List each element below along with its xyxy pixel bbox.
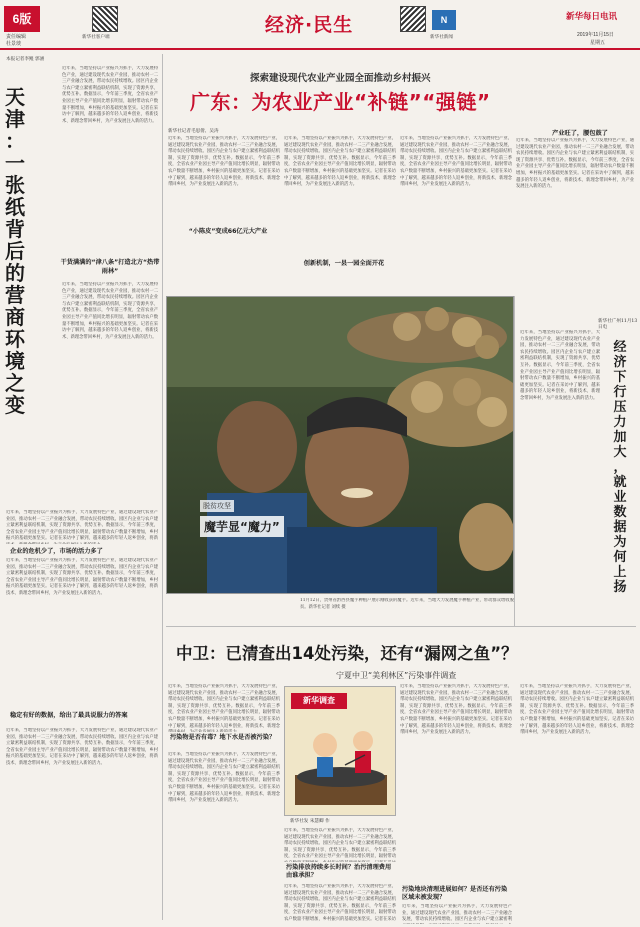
paper-name: 新华每日电讯	[566, 12, 618, 22]
farmer-konjac-photo	[167, 297, 514, 594]
app-label: 新华社新闻	[430, 34, 453, 39]
left-title-char: 营	[5, 283, 25, 307]
column-divider-left	[162, 54, 163, 920]
lead-photo	[166, 296, 514, 594]
left-subhead-2: 企业的危机少了，市场的活力多了	[10, 548, 103, 555]
left-title-char: 张	[5, 173, 25, 197]
left-story-text-2: 近年来，当地坚持以产业振兴为抓手，大力发展特色产业，通过建设现代农业产业园，推动农村一二三产业融合发展，带动农民持续增收。园区内企业与农户建立紧密利益联结机制，实现了资源共享、优势互补。数据显示，今年前三季度，全省农业产业园主导产业产值同比增长明显，辐射带动农户数量不断增加，乡村振兴的基础更加坚实。记者在采访中了解到，越来越多的年轻人返乡创业，将新技术、新理念带回乡村，为产业发展注入新的活力。	[62, 282, 158, 340]
left-story-text-3: 近年来，当地坚持以产业振兴为抓手，大力发展特色产业，通过建设现代农业产业园，推动农村一二三产业融合发展，带动农民持续增收。园区内企业与农户建立紧密利益联结机制，实现了资源共享、优势互补。数据显示，今年前三季度，全省农业产业园主导产业产值同比增长明显，辐射带动农户数量不断增加，乡村振兴的基础更加坚实。记者在采访中了解到，越来越多的年轻人返乡创业，将新	[6, 510, 158, 542]
qr-code-icon	[92, 6, 118, 32]
bottom-text-1: 近年来，当地坚持以产业振兴为抓手，大力发展特色产业，通过建设现代农业产业园，推动农村一二三产业融合发展，带动农民持续增收。园区内企业与农户建立紧密利益联结机制，实现了资源共享、优势互补。数据显示，今年前三季度，全省农业产业园主导产业产值同比增长明显，辐射带动农户数量不断增加，乡村振兴的基础更加坚实。记者在采访中了解到，越来越多的年轻人返乡创业，将新技术、新理念	[168, 684, 280, 729]
page-number-badge: 6版	[4, 6, 40, 32]
bottom-headline: 中卫：已清查出14处污染，还有“漏网之鱼”？	[176, 644, 518, 663]
editor-name: 杜景琰	[6, 41, 22, 47]
survey-illustration	[284, 686, 396, 816]
left-subhead-1: 干货满满的“津八条”打造北方“热带雨林”	[60, 259, 160, 275]
lead-headline: 广东：为农业产业“补链”“强链”	[190, 90, 491, 114]
left-title-char: 境	[5, 349, 25, 373]
left-title-char: ：	[5, 129, 25, 153]
left-story-text-5: 近年来，当地坚持以产业振兴为抓手，大力发展特色产业，通过建设现代农业产业园，推动农村一二三产业融合发展，带动农民持续增收。园区内企业与农户建立紧密利益联结机制，实现了资源共享、优势互补。数据显示，今年前三季度，全省农业产业园主导产业产值同比增长明显，辐射带动农户数量不断增加，乡村振兴的基础更加坚实。记者在采访中了解到，越来越多的年轻人返乡创业，将新技术、新理念带回乡村，为产业发展注入新的活力。	[6, 728, 158, 766]
lead-dateline: 新华社广州11月13日电	[598, 319, 638, 330]
right-title-char: 扬	[613, 580, 627, 595]
bottom-subtitle: 宁夏中卫“美利林区”污染事件调查	[336, 671, 457, 680]
cartoon-icon	[285, 715, 397, 815]
left-story-byline: 本报记者李鲲 郭涵	[6, 57, 45, 62]
right-title-char: 加	[613, 430, 627, 445]
lead-text-4: 近年来，当地坚持以产业振兴为抓手，大力发展特色产业，通过建设现代农业产业园，推动农村一二三产业融合发展，带动农民持续增收。园区内企业与农户建立紧密利益联结机制，实现了资源共享、优势互补。数据显示，今年前三季度，全省农业产业园主导产业产值同比增长明显，辐射带动农户数量不断增加，乡村振兴的基础更加坚实。记者在采访中了解到，越来越多的年轻人返乡创业，将新技术、新理念带回乡村，为产业发展注入新的活力。	[516, 138, 634, 190]
lead-subhead-3: 产业旺了，腰包鼓了	[552, 130, 608, 137]
right-title-char: 下	[613, 370, 627, 385]
right-title-char: ，	[613, 460, 627, 475]
left-title-char: 环	[5, 327, 25, 351]
bottom-text-2: 近年来，当地坚持以产业振兴为抓手，大力发展特色产业，通过建设现代农业产业园，推动农村一二三产业融合发展，带动农民持续增收。园区内企业与农户建立紧密利益联结机制，实现了资源共享、优势互补。数据显示，今年前三季度，全省农业产业园主导产业产值同比增长明显，辐射带动农户数量不断增加，乡村振兴的基础更加坚实。记者在采访中了解到，越来越多的年轻人返乡创业，将新技术、新理念带回乡村，为产业发展注入新的活力。	[168, 752, 280, 804]
lead-text-2: 近年来，当地坚持以产业振兴为抓手，大力发展特色产业，通过建设现代农业产业园，推动农村一二三产业融合发展，带动农民持续增收。园区内企业与农户建立紧密利益联结机制，实现了资源共享、优势互补。数据显示，今年前三季度，全省农业产业园主导产业产值同比增长明显，辐射带动农户数量不断增加，乡村振兴的基础更加坚实。记者在采访中了解到，越来越多的年轻人返乡创业，将新技术、新理念带回乡村，为产业发展注入新的活力。	[284, 136, 396, 188]
left-title-char: 天	[5, 85, 25, 109]
masthead-rule	[0, 48, 640, 50]
left-title-char: 之	[5, 371, 25, 395]
bottom-text-3: 近年来，当地坚持以产业振兴为抓手，大力发展特色产业，通过建设现代农业产业园，推动农村一二三产业融合发展，带动农民持续增收。园区内企业与农户建立紧密利益联结机制，实现了资源共享、优势互补。数据显示，今年前三季度，全省农业产业园主导产业产值同比增长明显，辐射带动农户数量不断增加，乡村振兴的基础更加坚实。记者在采访中了解到，越来越多的年轻人返乡创业，将新技术、新理念带回乡村，为产业发展注入新的活力。	[400, 684, 512, 736]
left-story-text-4: 近年来，当地坚持以产业振兴为抓手，大力发展特色产业，通过建设现代农业产业园，推动农村一二三产业融合发展，带动农民持续增收。园区内企业与农户建立紧密利益联结机制，实现了资源共享、优势互补。数据显示，今年前三季度，全省农业产业园主导产业产值同比增长明显，辐射带动农户数量不断增加，乡村振兴的基础更加坚实。记者在采访中了解到，越来越多的年轻人返乡创业，将新技术、新理念带回乡村，为产业发展注入新的活力。	[6, 558, 158, 596]
bottom-question-3: 污染地块清理进展如何？是否还有污染区域未被发现？	[402, 886, 508, 901]
bottom-text-4: 近年来，当地坚持以产业振兴为抓手，大力发展特色产业，通过建设现代农业产业园，推动农村一二三产业融合发展，带动农民持续增收。园区内企业与农户建立紧密利	[402, 904, 512, 923]
right-title-char: 压	[613, 400, 627, 415]
left-title-char: 纸	[5, 195, 25, 219]
right-title-char: 数	[613, 505, 627, 520]
right-title-char: 行	[613, 385, 627, 400]
left-story-text-1: 近年来，当地坚持以产业振兴为抓手，大力发展特色产业，通过建设现代农业产业园，推动农村一二三产业融合发展，带动农民持续增收。园区内企业与农户建立紧密利益联结机制，实现了资源共享、优势互补。数据显示，今年前三季度，全省农业产业园主导产业产值同比增长明显，辐射带动农户数量不断增加，乡村振兴的基础更加坚实。记者在采访中了解到，越来越多的年轻人返乡创业，将新技术、新理念带回乡村，为产业发展注入新的活力。	[62, 66, 158, 124]
left-title-char: 后	[5, 239, 25, 263]
left-title-char: 的	[5, 261, 25, 285]
left-title-char: 背	[5, 217, 25, 241]
bottom-text-5: 近年来，当地坚持以产业振兴为抓手，大力发展特色产业，通过建设现代农业产业园，推动农村一二三产业融合发展，带动农民持续增收。园区内企业与农户建立紧密利益联结机制，实现了资源共享、优势互补。数据显示，今年前三季度，全省农业产业园主导产业产值同比增长明显，辐射带动农户数量不断增加，乡村振兴的基础更加坚实。记者在采访中了解到，越来越多的年轻人返乡创业，将新技术、新理念带回乡村，为产业发展注入新的活力。	[520, 684, 634, 736]
lead-subhead-1: “小陈皮”变成66亿元大产业	[188, 228, 268, 235]
right-title-char: 何	[613, 550, 627, 565]
left-title-char: 一	[5, 151, 25, 175]
left-story-title	[4, 86, 26, 416]
issue-weekday: 星期五	[590, 40, 606, 46]
right-title-char: 据	[613, 520, 627, 535]
section-divider	[166, 626, 636, 627]
lead-subhead-2: 创新机制，一县一园全面开花	[303, 260, 385, 267]
right-column-title	[606, 340, 634, 595]
left-title-char: 商	[5, 305, 25, 329]
issue-date: 2019年11月15日	[577, 32, 614, 38]
bottom-text-7: 近年来，当地坚持以产业振兴为抓手，大力发展特色产业，通过建设现代农业产业园，推动农村一二三产业融合发展，带动农民持续增收。园区内企业与农户建立紧密利益联结机制，实现了资源共享、优势互补。数据显示，今年前三季度，全省农业产业园主导产业产值同比增长明显，辐射带动农户数量不断增加，乡村振兴的基础更加坚实。记者在采访	[284, 884, 396, 922]
news-app-logo: N	[432, 10, 456, 30]
section-title: 经济·民生	[265, 14, 354, 36]
bottom-question-1: 污染物是否有毒？地下水是否被污染？	[170, 734, 276, 741]
xinhua-client-label: 新华社客户端	[82, 34, 110, 39]
left-subhead-3: 稳定有好的数据，给出了最具说服力的答案	[10, 712, 128, 719]
photo-label-2: 魔芋显“魔力”	[200, 516, 284, 537]
right-title-char: 为	[613, 535, 627, 550]
left-title-char: 津	[5, 107, 25, 131]
right-title-char: 大	[613, 445, 627, 460]
right-title-char: 济	[613, 355, 627, 370]
column-divider-right	[514, 296, 515, 626]
lead-text-1: 近年来，当地坚持以产业振兴为抓手，大力发展特色产业，通过建设现代农业产业园，推动农村一二三产业融合发展，带动农民持续增收。园区内企业与农户建立紧密利益联结机制，实现了资源共享、优势互补。数据显示，今年前三季度，全省农业产业园主导产业产值同比增长明显，辐射带动农户数量不断增加，乡村振兴的基础更加坚实。记者在采访中了解到，越来越多的年轻人返乡创业，将新技术、新理念带回乡村，为产业发展注入新的活力。	[168, 136, 280, 188]
photo-label-1: 脱贫攻坚	[200, 500, 234, 512]
left-title-char: 变	[5, 393, 25, 417]
editor-label: 责任编辑	[6, 34, 27, 40]
bottom-question-2: 污染排放持续多长时间？治污清理费用由谁承担？	[286, 864, 392, 879]
qr-code-icon-2	[400, 6, 426, 32]
lead-text-3: 近年来，当地坚持以产业振兴为抓手，大力发展特色产业，通过建设现代农业产业园，推动农村一二三产业融合发展，带动农民持续增收。园区内企业与农户建立紧密利益联结机制，实现了资源共享、优势互补。数据显示，今年前三季度，全省农业产业园主导产业产值同比增长明显，辐射带动农户数量不断增加，乡村振兴的基础更加坚实。记者在采访中了解到，越来越多的年轻人返乡创业，将新技术、新理念带回乡村，为产业发展注入新的活力。	[400, 136, 512, 188]
right-title-char: 就	[613, 475, 627, 490]
survey-badge: 新华调查	[291, 693, 347, 709]
survey-credit: 新华社发 朱慧卿 作	[290, 819, 330, 824]
lead-kicker: 探索建设现代农业产业园全面推动乡村振兴	[250, 73, 431, 84]
photo-caption: 11月12日，贵州省黔西县魔芋种植户展示刚收获的魔芋。近年来，当地大力发展魔芋种植产业，带动群众增收脱贫。新华社记者 刘续 摄	[300, 598, 514, 610]
right-title-char: 力	[613, 415, 627, 430]
right-title-char: 上	[613, 565, 627, 580]
bottom-text-6: 近年来，当地坚持以产业振兴为抓手，大力发展特色产业，通过建设现代农业产业园，推动农村一二三产业融合发展，带动农民持续增收。园区内企业与农户建立紧密利益联结机制，实现了资源共享、优势互补。数据显示，今年前三季度，全省农业产业园主导产业产值同比增长明显，辐射带动	[284, 828, 396, 860]
right-column-text: 近年来，当地坚持以产业振兴为抓手，大力发展特色产业，通过建设现代农业产业园，推动农村一二三产业融合发展，带动农民持续增收。园区内企业与农户建立紧密利益联结机制，实现了资源共享、优势互补。数据显示，今年前三季度，全省农业产业园主导产业产值同比增长明显，辐射带动农户数量不断增加，乡村振兴的基础更加坚实。记者在采访中了解到，越来越多的年轻人返乡创业，将新技术、新理念带回乡村，为产业发展注入新的活力。	[520, 330, 600, 401]
right-title-char: 经	[613, 340, 627, 355]
right-title-char: 业	[613, 490, 627, 505]
lead-byline: 新华社记者毛思倩、吴涛	[168, 129, 219, 134]
